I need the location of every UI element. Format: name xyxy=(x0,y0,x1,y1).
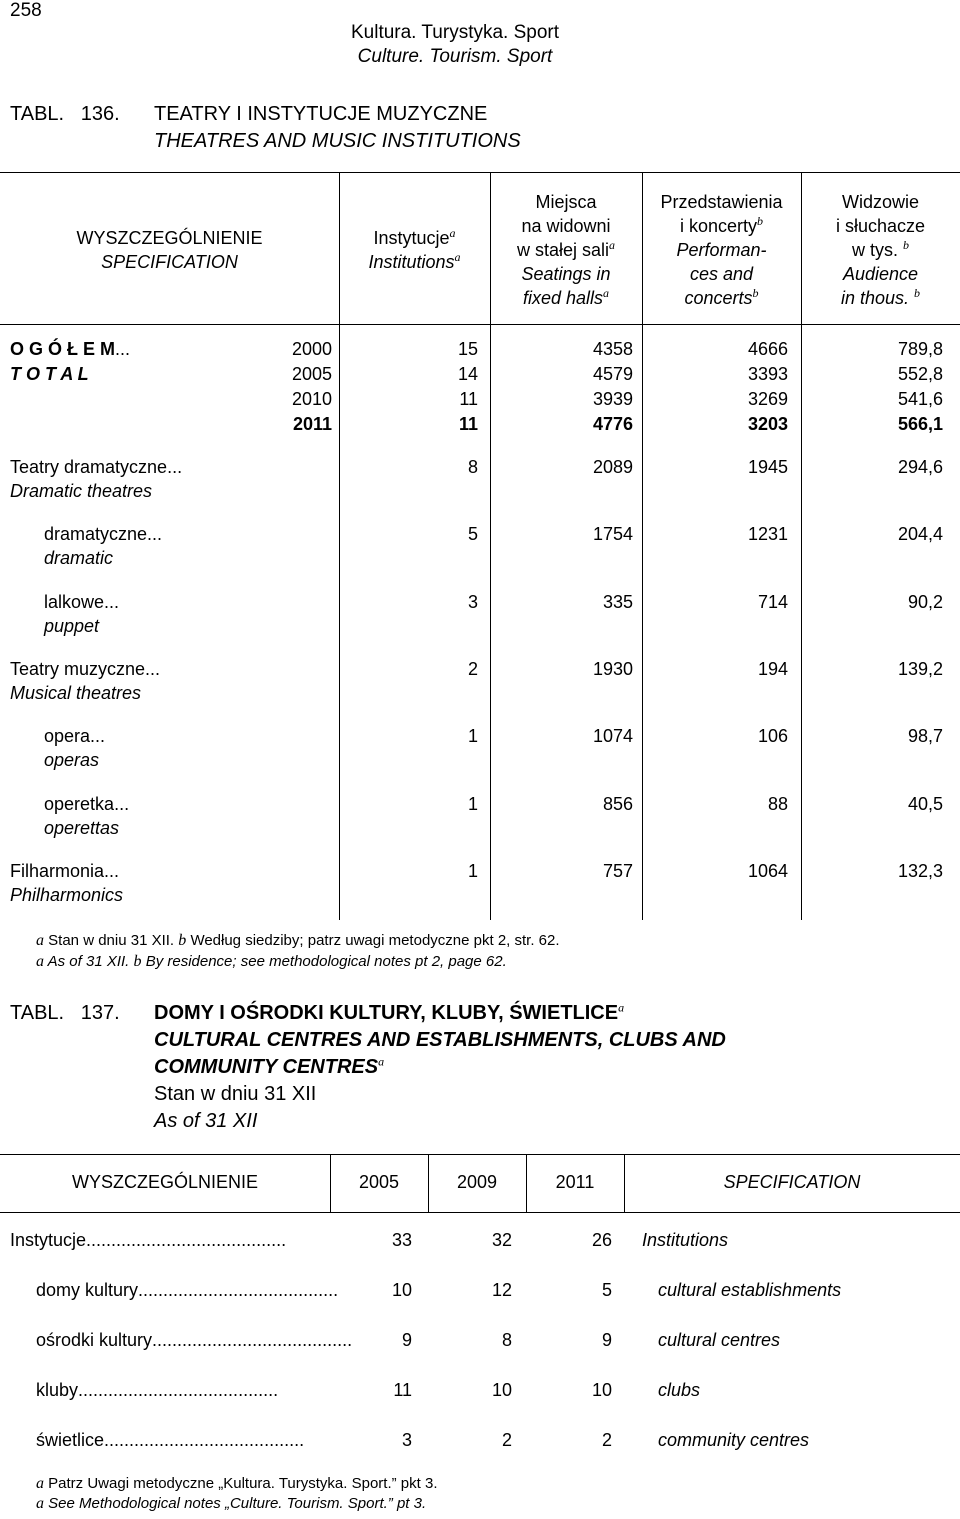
cell-2005: 33 xyxy=(391,1230,412,1250)
cell-2011: 2 xyxy=(601,1430,612,1450)
row-label-pl: Teatry muzyczne... xyxy=(10,659,161,679)
table136-footnote-en: a As of 31 XII. b By residence; see methodological notes pt 2, page 62. xyxy=(36,953,507,970)
col-header-institutions: Instytucje$^a$ Institutions$^a$ xyxy=(368,226,461,272)
cell-institutions: 5 xyxy=(467,524,478,544)
cell-seatings: 335 xyxy=(602,592,633,612)
total-performances: 3203 xyxy=(747,414,788,434)
table137-title-en2: COMMUNITY CENTRES$^a$ xyxy=(154,1054,385,1078)
row-label-en: Dramatic theatres xyxy=(10,481,153,501)
cell-2009: 12 xyxy=(491,1280,512,1300)
row-label-pl: Instytucje ........................................ xyxy=(10,1230,287,1250)
table137-footnote-en: a See Methodological notes „Culture. Tourism. Sport.” pt 3. xyxy=(36,1495,427,1512)
col-header-performances: Przedstawienia i koncerty$^b$ Performan- ces and concerts$^b$ xyxy=(660,192,783,308)
cell-performances: 106 xyxy=(757,726,788,746)
row-label-en: community centres xyxy=(658,1430,810,1450)
row-label-pl: lalkowe... xyxy=(44,592,120,612)
cell-seatings: 1754 xyxy=(592,524,633,544)
cell-institutions: 1 xyxy=(467,861,478,881)
total-performances: 3393 xyxy=(747,364,788,384)
row-label-en: puppet xyxy=(44,616,100,636)
row-label-en: operas xyxy=(44,750,100,770)
table136-title-en: THEATRES AND MUSIC INSTITUTIONS xyxy=(154,130,521,152)
total-audience: 566,1 xyxy=(897,414,943,434)
cell-2011: 9 xyxy=(601,1330,612,1350)
table136-header-rule xyxy=(0,324,960,325)
cell-institutions: 1 xyxy=(467,794,478,814)
row-label-en: Philharmonics xyxy=(10,885,124,905)
row-label-pl: ośrodki kultury ........................................ xyxy=(36,1330,353,1350)
table137-header-rule xyxy=(0,1212,960,1213)
table136-top-rule xyxy=(0,172,960,173)
table137-title-pl: DOMY I OŚRODKI KULTURY, KLUBY, ŚWIETLICE$^a$ xyxy=(154,1000,625,1024)
row-label-en: cultural centres xyxy=(658,1330,781,1350)
row-label-pl: operetka... xyxy=(44,794,130,814)
cell-institutions: 8 xyxy=(467,457,478,477)
col137-header-2011: 2011 xyxy=(555,1172,595,1192)
row-label-pl: dramatyczne... xyxy=(44,524,163,544)
cell-audience: 90,2 xyxy=(907,592,943,612)
cell-seatings: 757 xyxy=(602,861,633,881)
cell-2011: 5 xyxy=(601,1280,612,1300)
cell-performances: 714 xyxy=(757,592,788,612)
col-header-audience: Widzowie i słuchacze w tys. $^b$ Audience in thous. $^b$ xyxy=(835,192,926,308)
total-label-pl: O G Ó Ł E M... xyxy=(10,339,131,359)
row-label-en: dramatic xyxy=(44,548,114,568)
cell-audience: 132,3 xyxy=(897,861,943,881)
cell-seatings: 2089 xyxy=(592,457,633,477)
cell-performances: 194 xyxy=(757,659,788,679)
cell-institutions: 2 xyxy=(467,659,478,679)
cell-2005: 9 xyxy=(401,1330,412,1350)
col137-header-specification-pl: WYSZCZEGÓLNIENIE xyxy=(71,1172,259,1192)
cell-seatings: 1074 xyxy=(592,726,633,746)
total-year: 2011 xyxy=(292,414,332,434)
cell-audience: 98,7 xyxy=(907,726,943,746)
cell-2005: 3 xyxy=(401,1430,412,1450)
cell-performances: 1945 xyxy=(747,457,788,477)
total-audience: 541,6 xyxy=(897,389,943,409)
total-label-en: T O T A L xyxy=(10,364,89,384)
total-audience: 552,8 xyxy=(897,364,943,384)
cell-audience: 139,2 xyxy=(897,659,943,679)
row-label-pl: Filharmonia... xyxy=(10,861,120,881)
table137-label: TABL. 137. xyxy=(10,1002,120,1024)
table137-title-en1: CULTURAL CENTRES AND ESTABLISHMENTS, CLUBS AND xyxy=(154,1029,726,1051)
cell-2009: 2 xyxy=(501,1430,512,1450)
table137-top-rule xyxy=(0,1154,960,1155)
col137-header-2005: 2005 xyxy=(358,1172,400,1192)
total-year: 2010 xyxy=(291,389,332,409)
cell-2009: 32 xyxy=(491,1230,512,1250)
col137-header-specification-en: SPECIFICATION xyxy=(723,1172,861,1192)
row-label-en: Institutions xyxy=(642,1230,729,1250)
cell-performances: 1231 xyxy=(747,524,788,544)
col-header-specification: WYSZCZEGÓLNIENIE SPECIFICATION xyxy=(76,228,263,272)
cell-seatings: 1930 xyxy=(592,659,633,679)
total-institutions: 15 xyxy=(457,339,478,359)
total-seatings: 3939 xyxy=(592,389,633,409)
running-header-pl: Kultura. Turystyka. Sport xyxy=(350,22,560,43)
table137-state-pl: Stan w dniu 31 XII xyxy=(154,1083,317,1105)
cell-2009: 10 xyxy=(491,1380,512,1400)
row-label-pl: opera... xyxy=(44,726,106,746)
row-label-en: operettas xyxy=(44,818,120,838)
total-year: 2000 xyxy=(291,339,332,359)
cell-institutions: 3 xyxy=(467,592,478,612)
page-number: 258 xyxy=(10,0,42,21)
running-header-en: Culture. Tourism. Sport xyxy=(357,46,553,67)
cell-seatings: 856 xyxy=(602,794,633,814)
total-institutions: 14 xyxy=(457,364,478,384)
cell-2005: 11 xyxy=(393,1380,412,1400)
cell-institutions: 1 xyxy=(467,726,478,746)
cell-audience: 40,5 xyxy=(907,794,943,814)
row-label-en: cultural establishments xyxy=(658,1280,842,1300)
table136-title-pl: TEATRY I INSTYTUCJE MUZYCZNE xyxy=(154,103,488,125)
cell-2011: 26 xyxy=(591,1230,612,1250)
row-label-en: clubs xyxy=(658,1380,701,1400)
row-label-pl: Teatry dramatyczne... xyxy=(10,457,183,477)
total-performances: 3269 xyxy=(747,389,788,409)
row-label-pl: kluby ........................................ xyxy=(36,1380,279,1400)
table136-footnote-pl: a Stan w dniu 31 XII. b Według siedziby; patrz uwagi metodyczne pkt 2, str. 62. xyxy=(36,932,560,949)
total-year: 2005 xyxy=(291,364,332,384)
col137-header-2009: 2009 xyxy=(456,1172,498,1192)
cell-2005: 10 xyxy=(391,1280,412,1300)
cell-audience: 294,6 xyxy=(897,457,943,477)
total-institutions: 11 xyxy=(459,389,478,409)
cell-audience: 204,4 xyxy=(897,524,943,544)
total-performances: 4666 xyxy=(747,339,788,359)
cell-2009: 8 xyxy=(501,1330,512,1350)
cell-performances: 1064 xyxy=(747,861,788,881)
total-seatings: 4579 xyxy=(592,364,633,384)
cell-2011: 10 xyxy=(591,1380,612,1400)
col-header-seatings: Miejsca na widowni w stałej sali$^a$ Seatings in fixed halls$^a$ xyxy=(516,192,616,308)
total-seatings: 4776 xyxy=(592,414,633,434)
total-institutions: 11 xyxy=(458,414,478,434)
total-audience: 789,8 xyxy=(897,339,943,359)
row-label-pl: świetlice ........................................ xyxy=(36,1430,305,1450)
row-label-en: Musical theatres xyxy=(10,683,142,703)
table136-label: TABL. 136. xyxy=(10,103,120,125)
row-label-pl: domy kultury ........................................ xyxy=(36,1280,339,1300)
table137-footnote-pl: a Patrz Uwagi metodyczne „Kultura. Turystyka. Sport.” pkt 3. xyxy=(36,1475,438,1492)
cell-performances: 88 xyxy=(767,794,788,814)
total-seatings: 4358 xyxy=(592,339,633,359)
table137-state-en: As of 31 XII xyxy=(154,1110,258,1132)
